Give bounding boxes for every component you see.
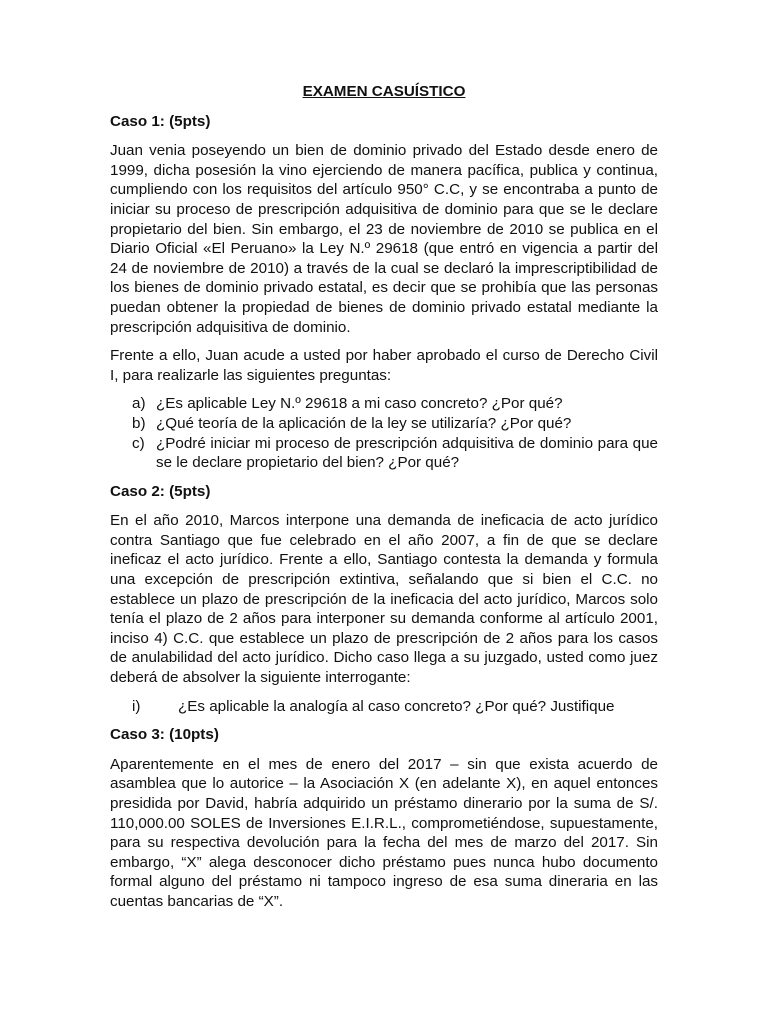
document-page <box>110 82 658 921</box>
question-text: ¿Qué teoría de la aplicación de la ley se utilizaría? ¿Por qué? <box>156 414 572 432</box>
case-3-paragraph-1: Aparentemente en el mes de enero del 2017 – sin que exista acuerdo de asamblea que lo autorice – la Asociación X (en adelante X), en aquel entonces presidida por David, habría adquirido un préstamo dinerario por la suma de S/. 110,000.00 SOLES de Inversiones E.I.R.L., comprometiéndose, supuestamente, para su respectiva devolución para la fecha del mes de marzo del 2017. Sin embargo, “X” alega desconocer dicho préstamo pues nunca hubo documento formal alguno del préstamo ni tampoco ingreso de esa suma dineraria en las cuentas bancarias de “X”. <box>110 755 658 910</box>
case-1-question-b <box>110 414 658 434</box>
question-marker: i) <box>132 697 141 715</box>
question-marker: c) <box>132 434 145 452</box>
case-2-heading: Caso 2: (5pts) <box>110 482 211 500</box>
case-2-question-i <box>110 697 658 717</box>
question-text: ¿Es aplicable Ley N.º 29618 a mi caso concreto? ¿Por qué? <box>156 395 563 413</box>
case-3-heading: Caso 3: (10pts) <box>110 726 219 744</box>
question-marker: b) <box>132 414 146 432</box>
document-title: EXAMEN CASUÍSTICO <box>302 83 466 100</box>
case-1-question-c <box>110 434 658 473</box>
case-1-question-a <box>110 394 658 414</box>
question-text: ¿Podré iniciar mi proceso de prescripción adquisitiva de dominio para que se le declare propietario del bien? ¿Por qué? <box>156 434 658 472</box>
case-1-paragraph-1: Juan venia poseyendo un bien de dominio privado del Estado desde enero de 1999, dicha posesión la vino ejerciendo de manera pacífica, publica y continua, cumpliendo con los requisitos del artículo 950° C.C, y se encontraba a punto de iniciar su proceso de prescripción adquisitiva de dominio para que se le declare propietario del bien. Sin embargo, el 23 de noviembre de 2010 se publica en el Diario Oficial «El Peruano» la Ley N.º 29618 (que entró en vigencia a partir del 24 de noviembre de 2010) a través de la cual se declaró la imprescriptibilidad de los bienes de dominio privado estatal, es decir que se prohibía que las personas puedan obtener la propiedad de bienes de dominio privado estatal mediante la prescripción adquisitiva de dominio. <box>110 142 658 336</box>
question-text: ¿Es aplicable la analogía al caso concreto? ¿Por qué? Justifique <box>178 697 615 715</box>
case-1-questions <box>110 394 658 472</box>
case-2-paragraph-1: En el año 2010, Marcos interpone una demanda de ineficacia de acto jurídico contra Santiago que fue celebrado en el año 2007, a fin de que se declare ineficaz el acto jurídico. Frente a ello, Santiago contesta la demanda y formula una excepción de prescripción extintiva, señalando que si bien el C.C. no establece un plazo de prescripción de la ineficacia del acto jurídico, Marcos solo tenía el plazo de 2 años para interponer su demanda conforme al artículo 2001, inciso 4) C.C. que establece un plazo de prescripción de 2 años para los casos de anulabilidad del acto jurídico. Dicho caso llega a su juzgado, usted como juez deberá de absolver la siguiente interrogante: <box>110 512 658 687</box>
question-marker: a) <box>132 395 146 413</box>
case-1-heading: Caso 1: (5pts) <box>110 112 211 130</box>
case-1-paragraph-2: Frente a ello, Juan acude a usted por haber aprobado el curso de Derecho Civil I, para realizarle las siguientes preguntas: <box>110 347 658 384</box>
